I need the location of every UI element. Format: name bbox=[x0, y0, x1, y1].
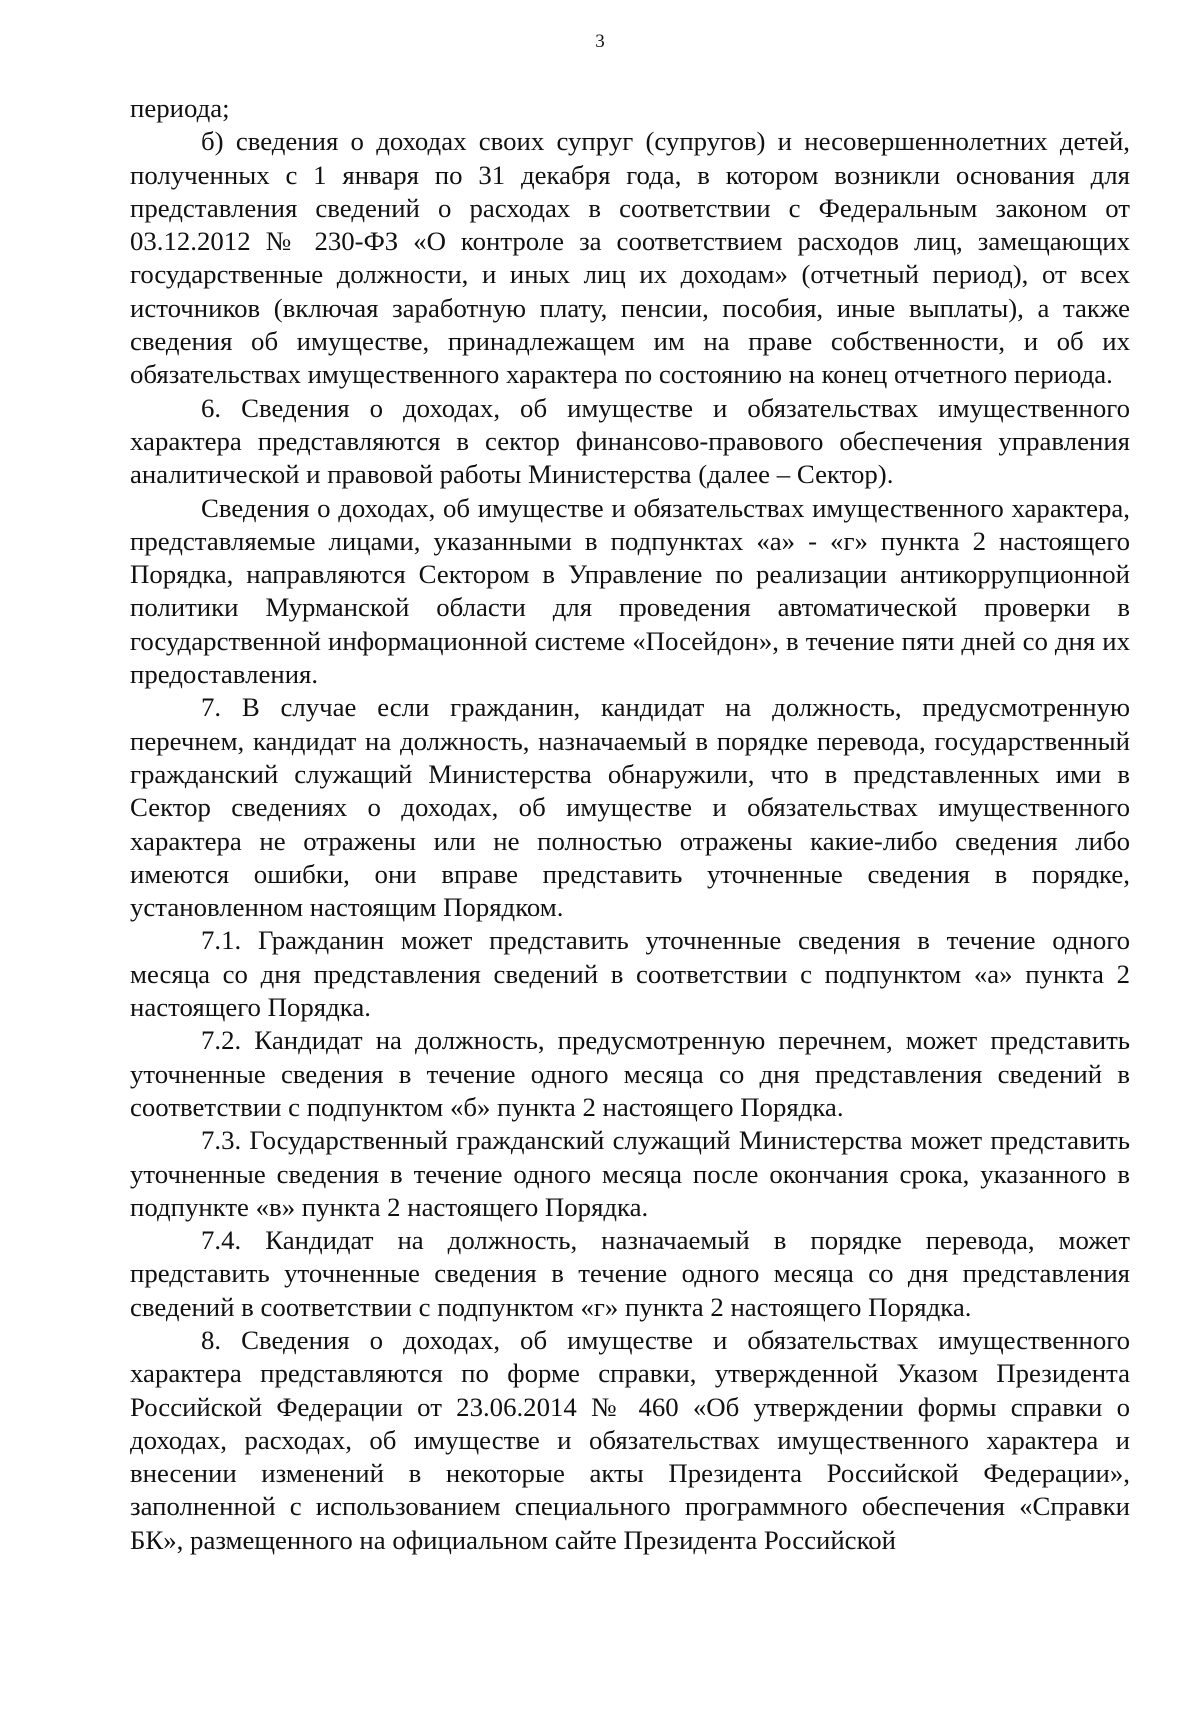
paragraph-item-7-2: 7.2. Кандидат на должность, предусмотренную перечнем, может представить уточненные сведения в течение одного месяца со дня представления сведений в соответствии с подпунктом «б» пункта 2 настоящего Порядка. bbox=[130, 1025, 1130, 1122]
page-number: 3 bbox=[595, 31, 605, 52]
paragraph-item-7-3: 7.3. Государственный гражданский служащий Министерства может представить уточненные сведения в течение одного месяца после окончания срока, указанного в подпункте «в» пункта 2 настоящего Порядка. bbox=[130, 1125, 1130, 1222]
document-body bbox=[130, 92, 1130, 1557]
paragraph-continuation: периода; bbox=[130, 93, 230, 123]
paragraph-item-7-1: 7.1. Гражданин может представить уточненные сведения в течение одного месяца со дня представления сведений в соответствии с подпунктом «а» пункта 2 настоящего Порядка. bbox=[130, 925, 1130, 1023]
paragraph-subitem-b: б) сведения о доходах своих супруг (супругов) и несовершеннолетних детей, полученных с 1 января по 31 декабря года, в котором возникли основания для представления сведений о расходах в соответствии с Федеральным законом от 03.12.2012 № 230-ФЗ «О контроле за соответствием расходов лиц, замещающих государственные должности, и иных лиц их доходам» (отчетный период), от всех источников (включая заработную плату, пенсии, пособия, иные выплаты), а также сведения об имуществе, принадлежащем им на праве собственности, и об их обязательствах имущественного характера по состоянию на конец отчетного периода. bbox=[130, 126, 1130, 390]
paragraph-item-7-4: 7.4. Кандидат на должность, назначаемый в порядке перевода, может представить уточненные сведения в течение одного месяца со дня представления сведений в соответствии с подпунктом «г» пункта 2 настоящего Порядка. bbox=[130, 1225, 1130, 1322]
paragraph-item-6-continuation: Сведения о доходах, об имуществе и обязательствах имущественного характера, представляемые лицами, указанными в подпунктах «а» - «г» пункта 2 настоящего Порядка, направляются Сектором в Управление по реализации антикоррупционной политики Мурманской области для проведения автоматической проверки в государственной информационной системе «Посейдон», в течение пяти дней со дня их предоставления. bbox=[130, 492, 1130, 690]
paragraph-item-7: 7. В случае если гражданин, кандидат на должность, предусмотренную перечнем, кандидат на должность, назначаемый в порядке перевода, государственный гражданский служащий Министерства обнаружили, что в представленных ими в Сектор сведениях о доходах, об имуществе и обязательствах имущественного характера не отражены или не полностью отражены какие-либо сведения либо имеются ошибки, они вправе представить уточненные сведения в порядке, установленном настоящим Порядком. bbox=[130, 692, 1130, 923]
paragraph-item-8: 8. Сведения о доходах, об имуществе и обязательствах имущественного характера представляются по форме справки, утвержденной Указом Президента Российской Федерации от 23.06.2014 № 460 «Об утверждении формы справки о доходах, расходах, об имуществе и обязательствах имущественного характера и внесении изменений в некоторые акты Президента Российской Федерации», заполненной с использованием специального программного обеспечения «Справки БК», размещенного на официальном сайте Президента Российской bbox=[130, 1324, 1130, 1555]
paragraph-item-6: 6. Сведения о доходах, об имуществе и обязательствах имущественного характера представляются в сектор финансово-правового обеспечения управления аналитической и правовой работы Министерства (далее – Сектор). bbox=[130, 392, 1130, 490]
